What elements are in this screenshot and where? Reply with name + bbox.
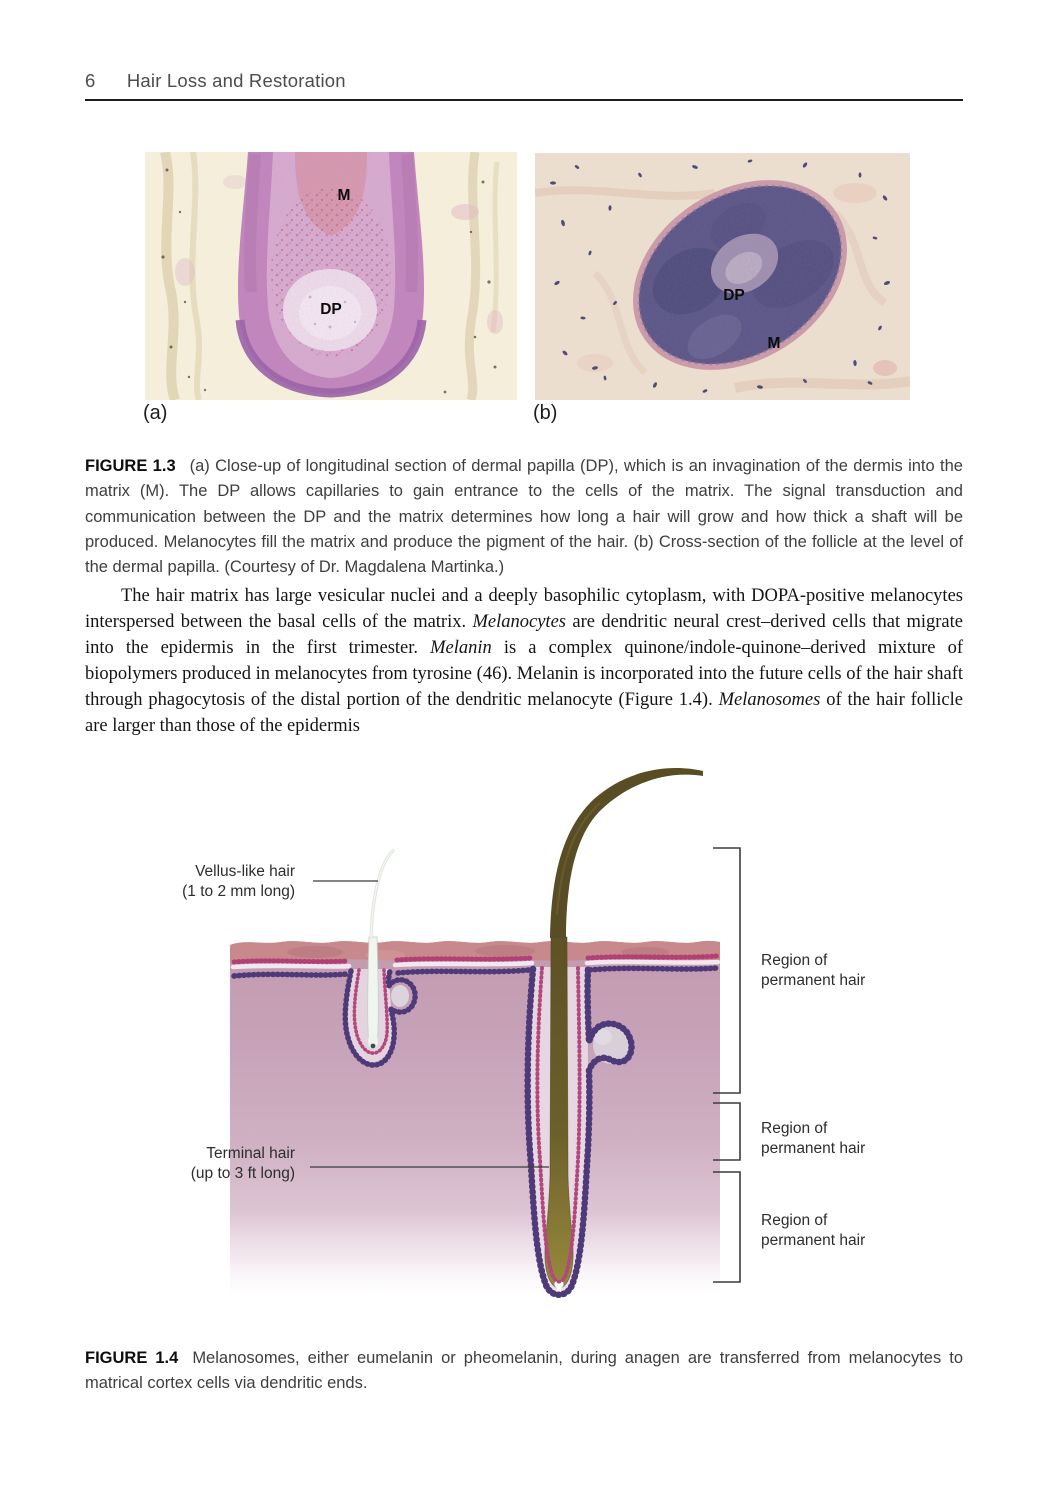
region-label-2-line1: Region of	[761, 1120, 828, 1137]
figure-1-3-panel-a	[143, 152, 517, 424]
figure-1-3-caption	[85, 454, 963, 580]
region-label-1-line2: permanent hair	[761, 972, 866, 989]
vellus-hair-label-line1: Vellus-like hair	[195, 863, 295, 880]
matrix-label-a: M	[337, 187, 351, 204]
dermal-papilla-label-a: DP	[320, 301, 342, 318]
terminal-hair-shaft	[550, 768, 703, 938]
vellus-hair-root	[368, 937, 379, 1049]
figure-1-3-caption-text: (a) Close-up of longitudinal section of dermal papilla (DP), which is an invagination of the dermis into the matrix (M). The DP allows capillaries to gain entrance to the cells of the matrix. The signal transduction and communication between the DP and the matrix determines how long a hair will grow and how thick a shaft will be produced. Melanocytes fill the matrix and produce the pigment of the hair. (b) Cross-section of the follicle at the level of the dermal papilla. (Courtesy of Dr. Magdalena Martinka.)	[85, 457, 963, 577]
sebaceous-gland-small	[391, 985, 409, 1007]
region-label-3-line2: permanent hair	[761, 1232, 866, 1249]
region-labels	[761, 952, 865, 1249]
region-label-2-line2: permanent hair	[761, 1140, 866, 1157]
dermis-block	[230, 941, 720, 1303]
vellus-hair-label-line2: (1 to 2 mm long)	[182, 883, 295, 900]
vellus-hair-shaft	[371, 851, 393, 937]
figure-1-4-caption	[85, 1346, 963, 1397]
page-number: 6	[85, 70, 96, 91]
figure-1-3-caption-label: FIGURE 1.3	[85, 457, 176, 475]
matrix-label-b: M	[767, 335, 781, 352]
running-title: Hair Loss and Restoration	[126, 70, 346, 91]
panel-b-letter: (b)	[533, 402, 558, 424]
terminal-hair-label-line2: (up to 3 ft long)	[190, 1165, 295, 1182]
panel-a-letter: (a)	[143, 402, 168, 424]
dermal-papilla-label-b: DP	[723, 287, 745, 304]
region-label-1-line1: Region of	[761, 952, 828, 969]
figure-1-4-diagram	[85, 755, 965, 1315]
figure-1-4-caption-text: Melanosomes, either eumelanin or pheomelanin, during anagen are transferred from melanocytes to matrical cortex cells via dendritic ends.	[85, 1349, 964, 1393]
histology-image-cross-section	[535, 153, 910, 400]
skin-cross-section-illustration	[85, 755, 965, 1315]
histology-image-longitudinal	[145, 152, 517, 400]
figure-1-4-caption-label: FIGURE 1.4	[85, 1349, 179, 1367]
figure-1-3-panel-b	[533, 153, 910, 424]
header-rule	[85, 99, 963, 101]
body-paragraph: The hair matrix has large vesicular nuclei and a deeply basophilic cytoplasm, with DOPA-positive melanocytes interspersed between the basal cells of the matrix. Melanocytes are dendritic neural crest–derived cells that migrate into the epidermis in the first trimester. Melanin is a complex quinone/indole-quinone–derived mixture of biopolymers produced in melanocytes from tyrosine (46). Melanin is incorporated into the future cells of the hair shaft through phagocytosis of the distal portion of the dendritic melanocyte (Figure 1.4). Melanosomes of the hair follicle are larger than those of the epidermis	[85, 586, 964, 736]
page-header	[85, 70, 346, 92]
region-label-3-line1: Region of	[761, 1212, 828, 1229]
terminal-hair-label-line1: Terminal hair	[206, 1145, 295, 1162]
